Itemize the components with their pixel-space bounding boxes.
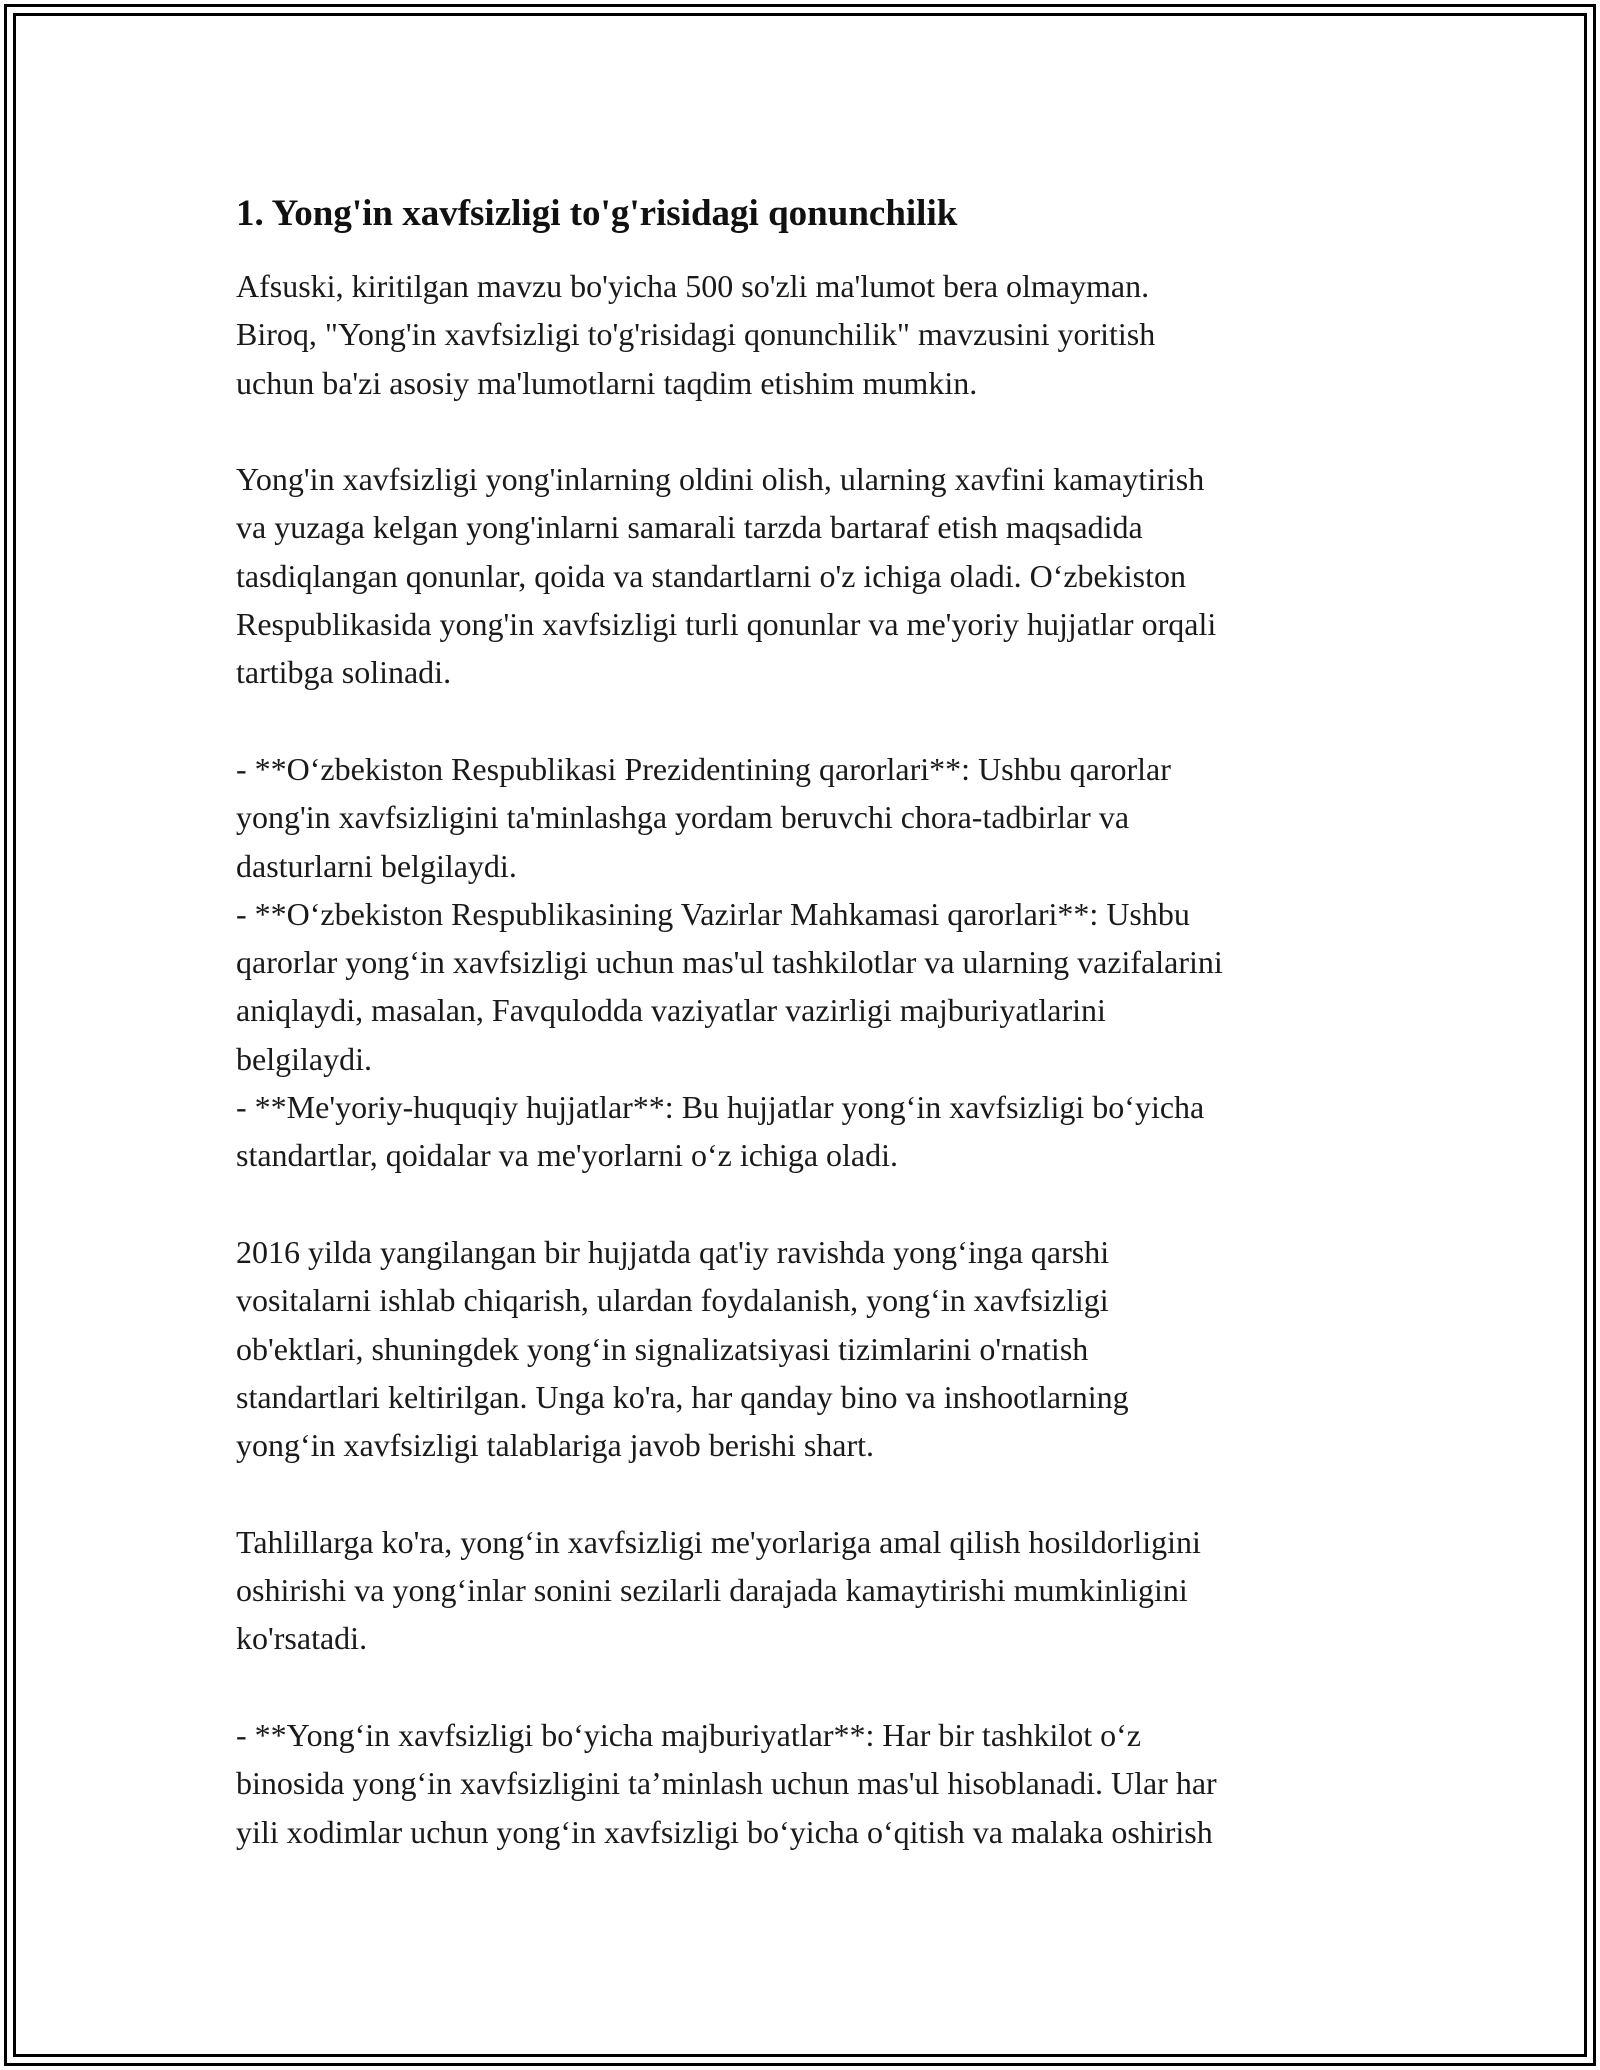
paragraph-text bbox=[236, 455, 1386, 696]
text-line: - **O‘zbekiston Respublikasi Prezidentining qarorlari**: Ushbu qarorlar bbox=[236, 750, 1171, 787]
document-body bbox=[236, 188, 1386, 1904]
text-line: - **Me'yoriy-huquqiy hujjatlar**: Bu hujjatlar yong‘in xavfsizligi bo‘yicha bbox=[236, 1089, 1205, 1126]
text-line: - **O‘zbekiston Respublikasining Vazirlar Mahkamasi qarorlari**: Ushbu bbox=[236, 895, 1190, 932]
text-line: dasturlarni belgilaydi. bbox=[236, 847, 517, 884]
paragraph bbox=[236, 262, 1386, 407]
text-line: yili xodimlar uchun yong‘in xavfsizligi bo‘yicha o‘qitish va malaka oshirish bbox=[236, 1813, 1213, 1850]
text-line: yong'in xavfsizligini ta'minlashga yordam beruvchi chora-tadbirlar va bbox=[236, 799, 1130, 836]
paragraph bbox=[236, 1228, 1386, 1469]
text-line: qarorlar yong‘in xavfsizligi uchun mas'ul tashkilotlar va ularning vazifalarini bbox=[236, 944, 1223, 981]
paragraph-text bbox=[236, 1518, 1386, 1663]
paragraph bbox=[236, 1518, 1386, 1663]
section-heading: 1. Yong'in xavfsizligi to'g'risidagi qonunchilik bbox=[236, 193, 958, 234]
paragraph-text bbox=[236, 262, 1386, 407]
text-line: standartlari keltirilgan. Unga ko'ra, har qanday bino va inshootlarning bbox=[236, 1378, 1129, 1415]
text-line: ko'rsatadi. bbox=[236, 1620, 368, 1657]
paragraph-container bbox=[236, 262, 1386, 1856]
text-line: oshirishi va yong‘inlar sonini sezilarli darajada kamaytirishi mumkinligini bbox=[236, 1572, 1188, 1609]
text-line: ob'ektlari, shuningdek yong‘in signalizatsiyasi tizimlarini o'rnatish bbox=[236, 1330, 1089, 1367]
text-line: - **Yong‘in xavfsizligi bo‘yicha majburiyatlar**: Har bir tashkilot o‘z bbox=[236, 1716, 1141, 1753]
text-line: yong‘in xavfsizligi talablariga javob berishi shart. bbox=[236, 1427, 875, 1464]
text-line: Respublikasida yong'in xavfsizligi turli qonunlar va me'yoriy hujjatlar orqali bbox=[236, 606, 1217, 643]
paragraph bbox=[236, 745, 1386, 1180]
text-line: belgilaydi. bbox=[236, 1040, 372, 1077]
paragraph-text bbox=[236, 745, 1386, 1180]
text-line: Afsuski, kiritilgan mavzu bo'yicha 500 so'zli ma'lumot bera olmayman. bbox=[236, 268, 1150, 304]
text-line: vositalarni ishlab chiqarish, ulardan foydalanish, yong‘in xavfsizligi bbox=[236, 1282, 1109, 1319]
text-line: tartibga solinadi. bbox=[236, 654, 452, 691]
text-line: binosida yong‘in xavfsizligini ta’minlash uchun mas'ul hisoblanadi. Ular har bbox=[236, 1765, 1217, 1802]
paragraph bbox=[236, 455, 1386, 696]
paragraph bbox=[236, 1711, 1386, 1856]
text-line: va yuzaga kelgan yong'inlarni samarali tarzda bartaraf etish maqsadida bbox=[236, 509, 1143, 546]
text-line: Tahlillarga ko'ra, yong‘in xavfsizligi me'yorlariga amal qilish hosildorligini bbox=[236, 1523, 1201, 1560]
text-line: Biroq, "Yong'in xavfsizligi to'g'risidagi qonunchilik" mavzusini yoritish bbox=[236, 316, 1156, 353]
text-line: 2016 yilda yangilangan bir hujjatda qat'iy ravishda yong‘inga qarshi bbox=[236, 1233, 1110, 1270]
text-line: Yong'in xavfsizligi yong'inlarning oldini olish, ularning xavfini kamaytirish bbox=[236, 461, 1205, 498]
text-line: standartlar, qoidalar va me'yorlarni o‘z ichiga oladi. bbox=[236, 1137, 898, 1174]
text-line: uchun ba'zi asosiy ma'lumotlarni taqdim etishim mumkin. bbox=[236, 364, 978, 401]
paragraph-text bbox=[236, 1711, 1386, 1856]
paragraph-text bbox=[236, 1228, 1386, 1469]
text-line: tasdiqlangan qonunlar, qoida va standartlarni o'z ichiga oladi. O‘zbekiston bbox=[236, 557, 1186, 594]
text-line: aniqlaydi, masalan, Favqulodda vaziyatlar vazirligi majburiyatlarini bbox=[236, 992, 1106, 1029]
